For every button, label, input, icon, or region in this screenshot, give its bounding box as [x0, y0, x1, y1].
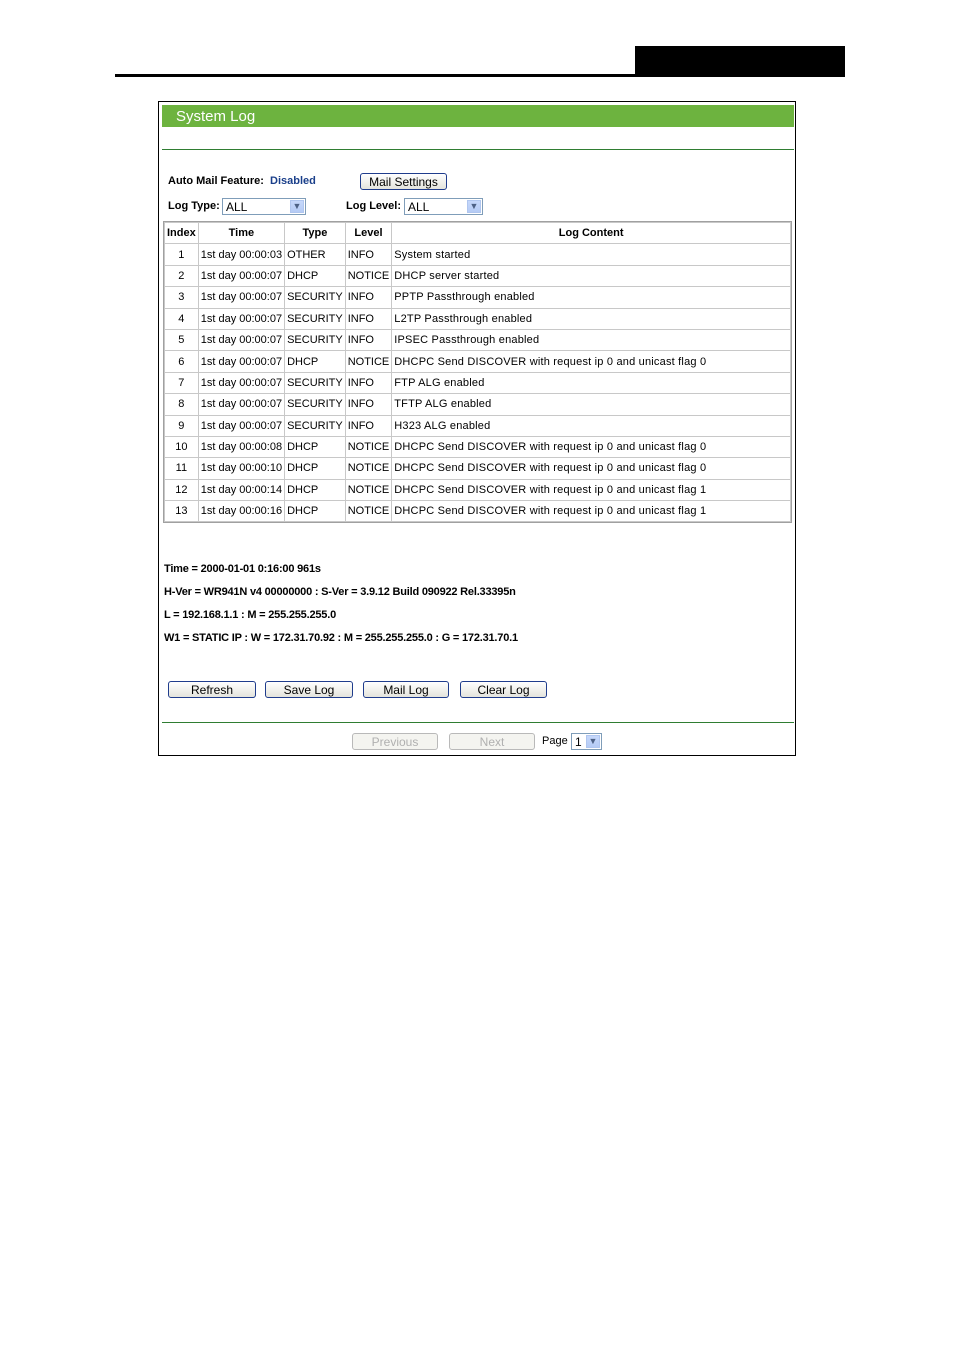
cell-level: INFO — [345, 372, 392, 393]
cell-content: IPSEC Passthrough enabled — [392, 329, 791, 350]
page-select-value: 1 — [575, 735, 582, 749]
cell-level: INFO — [345, 308, 392, 329]
refresh-button[interactable]: Refresh — [168, 681, 256, 698]
cell-time: 1st day 00:00:07 — [198, 415, 284, 436]
cell-level: NOTICE — [345, 458, 392, 479]
log-level-value: ALL — [408, 200, 430, 214]
cell-content: FTP ALG enabled — [392, 372, 791, 393]
cell-type: SECURITY — [285, 415, 346, 436]
cell-time: 1st day 00:00:07 — [198, 287, 284, 308]
cell-type: DHCP — [285, 265, 346, 286]
auto-mail-status: Disabled — [270, 175, 316, 187]
table-row — [165, 436, 791, 457]
cell-level: NOTICE — [345, 265, 392, 286]
chevron-down-icon: ▼ — [586, 735, 600, 748]
cell-index: 4 — [165, 308, 199, 329]
cell-type: SECURITY — [285, 394, 346, 415]
cell-type: SECURITY — [285, 308, 346, 329]
col-content-header: Log Content — [392, 223, 791, 244]
cell-type: OTHER — [285, 244, 346, 265]
cell-level: INFO — [345, 329, 392, 350]
cell-level: INFO — [345, 415, 392, 436]
cell-time: 1st day 00:00:07 — [198, 351, 284, 372]
cell-index: 7 — [165, 372, 199, 393]
log-table-body — [165, 244, 791, 522]
auto-mail-label: Auto Mail Feature: — [168, 175, 264, 187]
cell-type: DHCP — [285, 436, 346, 457]
chevron-down-icon: ▼ — [290, 200, 304, 213]
cell-time: 1st day 00:00:07 — [198, 394, 284, 415]
cell-time: 1st day 00:00:07 — [198, 329, 284, 350]
page-label: Page — [542, 735, 568, 747]
cell-content: H323 ALG enabled — [392, 415, 791, 436]
cell-index: 3 — [165, 287, 199, 308]
table-row — [165, 308, 791, 329]
cell-level: INFO — [345, 287, 392, 308]
chevron-down-icon: ▼ — [467, 200, 481, 213]
cell-content: DHCPC Send DISCOVER with request ip 0 and unicast flag 0 — [392, 351, 791, 372]
table-row — [165, 265, 791, 286]
cell-type: DHCP — [285, 479, 346, 500]
cell-time: 1st day 00:00:16 — [198, 501, 284, 522]
status-versions: H-Ver = WR941N v4 00000000 : S-Ver = 3.9.12 Build 090922 Rel.33395n — [164, 586, 516, 598]
clear-log-button[interactable]: Clear Log — [460, 681, 547, 698]
cell-content: TFTP ALG enabled — [392, 394, 791, 415]
cell-index: 1 — [165, 244, 199, 265]
table-row — [165, 244, 791, 265]
cell-content: DHCP server started — [392, 265, 791, 286]
cell-type: SECURITY — [285, 372, 346, 393]
cell-type: SECURITY — [285, 329, 346, 350]
cell-index: 12 — [165, 479, 199, 500]
cell-type: DHCP — [285, 351, 346, 372]
table-row — [165, 394, 791, 415]
log-type-select[interactable] — [222, 198, 306, 215]
log-level-label: Log Level: — [346, 200, 402, 212]
next-button[interactable]: Next — [449, 733, 535, 750]
cell-index: 11 — [165, 458, 199, 479]
cell-time: 1st day 00:00:07 — [198, 265, 284, 286]
cell-time: 1st day 00:00:08 — [198, 436, 284, 457]
cell-index: 13 — [165, 501, 199, 522]
previous-button[interactable]: Previous — [352, 733, 438, 750]
table-row — [165, 501, 791, 522]
cell-level: INFO — [345, 394, 392, 415]
cell-index: 5 — [165, 329, 199, 350]
cell-content: DHCPC Send DISCOVER with request ip 0 and unicast flag 0 — [392, 436, 791, 457]
title-bar — [162, 105, 794, 127]
cell-index: 2 — [165, 265, 199, 286]
cell-content: L2TP Passthrough enabled — [392, 308, 791, 329]
cell-time: 1st day 00:00:10 — [198, 458, 284, 479]
page-select[interactable] — [571, 733, 602, 750]
table-row — [165, 351, 791, 372]
system-log-panel — [158, 101, 796, 756]
cell-level: INFO — [345, 244, 392, 265]
cell-level: NOTICE — [345, 436, 392, 457]
page-title: System Log — [176, 108, 256, 125]
cell-content: DHCPC Send DISCOVER with request ip 0 and unicast flag 1 — [392, 479, 791, 500]
cell-time: 1st day 00:00:07 — [198, 372, 284, 393]
cell-type: DHCP — [285, 458, 346, 479]
mail-log-button[interactable]: Mail Log — [363, 681, 449, 698]
bottom-divider — [162, 722, 794, 723]
col-time-header: Time — [198, 223, 284, 244]
cell-index: 8 — [165, 394, 199, 415]
cell-level: NOTICE — [345, 351, 392, 372]
cell-type: SECURITY — [285, 287, 346, 308]
table-row — [165, 415, 791, 436]
table-row — [165, 287, 791, 308]
status-wan: W1 = STATIC IP : W = 172.31.70.92 : M = 255.255.255.0 : G = 172.31.70.1 — [164, 632, 518, 644]
col-level-header: Level — [345, 223, 392, 244]
cell-index: 9 — [165, 415, 199, 436]
cell-content: DHCPC Send DISCOVER with request ip 0 and unicast flag 1 — [392, 501, 791, 522]
cell-time: 1st day 00:00:14 — [198, 479, 284, 500]
cell-content: DHCPC Send DISCOVER with request ip 0 and unicast flag 0 — [392, 458, 791, 479]
header-rule — [115, 74, 845, 77]
cell-level: NOTICE — [345, 501, 392, 522]
log-level-select[interactable] — [404, 198, 483, 215]
cell-time: 1st day 00:00:07 — [198, 308, 284, 329]
table-row — [165, 329, 791, 350]
table-header-row — [165, 223, 791, 244]
header-black-block — [635, 46, 845, 77]
top-divider — [162, 149, 794, 150]
mail-settings-button[interactable]: Mail Settings — [360, 173, 447, 190]
cell-index: 10 — [165, 436, 199, 457]
col-index-header: Index — [165, 223, 199, 244]
save-log-button[interactable]: Save Log — [265, 681, 353, 698]
status-lan: L = 192.168.1.1 : M = 255.255.255.0 — [164, 609, 336, 621]
cell-type: DHCP — [285, 501, 346, 522]
cell-content: PPTP Passthrough enabled — [392, 287, 791, 308]
table-row — [165, 458, 791, 479]
log-type-value: ALL — [226, 200, 248, 214]
table-row — [165, 372, 791, 393]
log-table — [164, 222, 791, 522]
cell-content: System started — [392, 244, 791, 265]
cell-level: NOTICE — [345, 479, 392, 500]
cell-index: 6 — [165, 351, 199, 372]
log-type-label: Log Type: — [168, 200, 220, 212]
col-type-header: Type — [285, 223, 346, 244]
table-row — [165, 479, 791, 500]
cell-time: 1st day 00:00:03 — [198, 244, 284, 265]
status-time: Time = 2000-01-01 0:16:00 961s — [164, 563, 321, 575]
